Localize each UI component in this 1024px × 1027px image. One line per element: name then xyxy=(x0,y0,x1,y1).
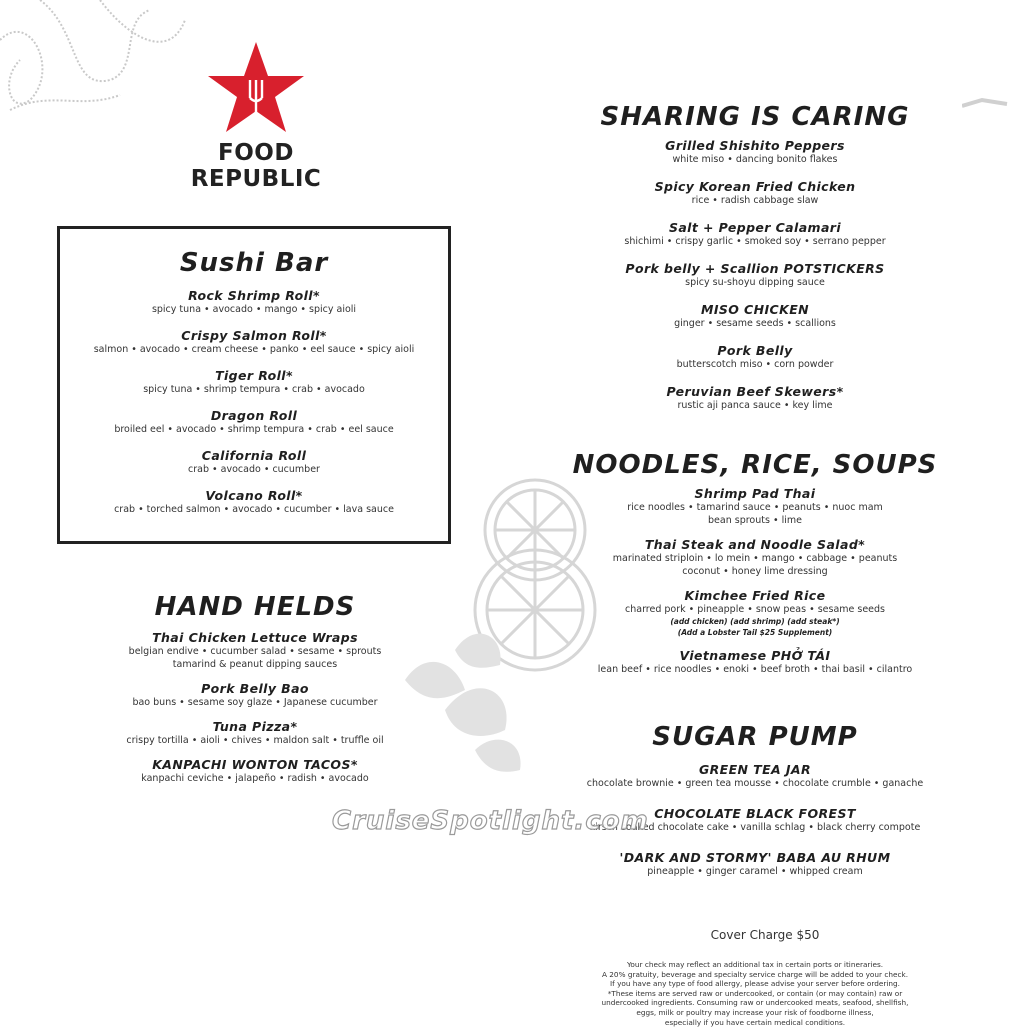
menu-item xyxy=(90,719,420,747)
item-desc-line2: bean sprouts • lime xyxy=(708,515,802,526)
item-desc: rice • radish cabbage slaw xyxy=(691,195,819,206)
item-name: Pork Belly Bao xyxy=(201,681,309,696)
item-desc-line2: coconut • honey lime dressing xyxy=(682,566,828,577)
item-name: Salt + Pepper Calamari xyxy=(668,220,842,235)
item-desc: white miso • dancing bonito flakes xyxy=(672,154,838,165)
fine-print-line: A 20% gratuity, beverage and specialty service charge will be added to your check. xyxy=(601,969,909,979)
sharing-title: SHARING IS CARING xyxy=(600,102,910,132)
item-desc: crab • avocado • cucumber xyxy=(188,464,320,475)
item-name: Grilled Shishito Peppers xyxy=(665,138,845,153)
item-name: Thai Chicken Lettuce Wraps xyxy=(152,630,358,645)
menu-item xyxy=(60,328,448,356)
menu-item xyxy=(560,588,950,638)
item-supplement: (Add a Lobster Tail $25 Supplement) xyxy=(677,628,833,637)
item-desc: kanpachi ceviche • jalapeño • radish • avocado xyxy=(141,773,369,784)
menu-item xyxy=(560,537,950,578)
item-desc-line2: tamarind & peanut dipping sauces xyxy=(172,659,338,670)
menu-item xyxy=(60,488,448,516)
menu-item xyxy=(90,681,420,709)
brand-name: FOOD REPUBLIC xyxy=(190,140,322,192)
item-desc: chocolate brownie • green tea mousse • chocolate crumble • ganache xyxy=(586,778,924,789)
item-desc: rice noodles • tamarind sauce • peanuts • nuoc mam xyxy=(627,502,883,513)
item-desc: crab • torched salmon • avocado • cucumber • lava sauce xyxy=(114,504,394,515)
item-desc: pineapple • ginger caramel • whipped cream xyxy=(647,866,863,877)
menu-item xyxy=(560,648,950,676)
item-name: Pork Belly xyxy=(717,343,793,358)
logo xyxy=(150,40,362,192)
menu-item xyxy=(90,757,420,785)
star-fork-icon xyxy=(206,40,306,136)
noodles-title: NOODLES, RICE, SOUPS xyxy=(572,450,938,480)
watermark: CruiseSpotlight.com xyxy=(332,806,649,836)
item-desc: salmon • avocado • cream cheese • panko • eel sauce • spicy aioli xyxy=(93,344,415,355)
menu-item xyxy=(560,302,950,330)
item-desc: crispy tortilla • aioli • chives • maldon salt • truffle oil xyxy=(126,735,384,746)
item-desc: lean beef • rice noodles • enoki • beef broth • thai basil • cilantro xyxy=(597,664,913,675)
menu-item xyxy=(560,384,950,412)
item-name: CHOCOLATE BLACK FOREST xyxy=(654,806,856,821)
item-name: Shrimp Pad Thai xyxy=(694,486,816,501)
item-desc: butterscotch miso • corn powder xyxy=(676,359,834,370)
fine-print-line: undercooked ingredients. Consuming raw or undercooked meats, seafood, shellfish, xyxy=(601,998,909,1008)
item-addons: (add chicken) (add shrimp) (add steak*) xyxy=(670,617,840,626)
menu-item xyxy=(60,448,448,476)
item-name: Kimchee Fried Rice xyxy=(684,588,826,603)
item-desc: spicy su-shoyu dipping sauce xyxy=(685,277,825,288)
sushi-bar-section xyxy=(60,248,448,526)
item-desc: broiled eel • avocado • shrimp tempura • crab • eel sauce xyxy=(114,424,394,435)
item-desc: bao buns • sesame soy glaze • Japanese cucumber xyxy=(132,697,378,708)
menu-item xyxy=(560,138,950,166)
menu-item xyxy=(560,220,950,248)
menu-item xyxy=(560,486,950,527)
item-name: Tiger Roll* xyxy=(215,368,293,383)
menu-item xyxy=(60,288,448,316)
item-desc: charred pork • pineapple • snow peas • sesame seeds xyxy=(625,604,885,615)
item-name: Tuna Pizza* xyxy=(212,719,298,734)
item-name: Crispy Salmon Roll* xyxy=(181,328,327,343)
sugar-pump-section xyxy=(560,722,950,888)
item-name: KANPACHI WONTON TACOS* xyxy=(152,757,358,772)
item-desc: spicy tuna • avocado • mango • spicy aioli xyxy=(151,304,357,315)
sushi-bar-title: Sushi Bar xyxy=(179,248,329,278)
fine-print-line: eggs, milk or poultry may increase your risk of foodborne illness, xyxy=(636,1007,874,1017)
hand-helds-title: HAND HELDS xyxy=(154,592,356,622)
item-desc: kirsch soaked chocolate cake • vanilla schlag • black cherry compote xyxy=(589,822,921,833)
hand-helds-section xyxy=(90,592,420,795)
menu-item xyxy=(560,762,950,790)
menu-item xyxy=(560,261,950,289)
item-name: Spicy Korean Fried Chicken xyxy=(654,179,856,194)
fine-print xyxy=(580,960,930,1027)
item-desc: ginger • sesame seeds • scallions xyxy=(674,318,836,329)
fine-print-line: especially if you have certain medical conditions. xyxy=(664,1017,846,1027)
menu-item xyxy=(560,179,950,207)
fine-print-line: *These items are served raw or undercooked, or contain (or may contain) raw or xyxy=(607,988,903,998)
item-desc: belgian endive • cucumber salad • sesame • sprouts xyxy=(128,646,382,657)
item-name: Vietnamese PHỞ TÁI xyxy=(679,648,831,663)
fine-print-line: If you have any type of food allergy, please advise your server before ordering. xyxy=(610,979,900,989)
noodles-section xyxy=(560,450,950,686)
corner-decoration xyxy=(962,96,1012,110)
item-name: Dragon Roll xyxy=(210,408,298,423)
item-desc: spicy tuna • shrimp tempura • crab • avocado xyxy=(143,384,365,395)
menu-item xyxy=(560,343,950,371)
item-name: GREEN TEA JAR xyxy=(698,762,812,777)
item-desc: rustic aji panca sauce • key lime xyxy=(677,400,833,411)
item-desc: marinated striploin • lo mein • mango • cabbage • peanuts xyxy=(612,553,898,564)
item-name: MISO CHICKEN xyxy=(700,302,810,317)
fine-print-line: Your check may reflect an additional tax in certain ports or itineraries. xyxy=(626,960,884,969)
menu-item xyxy=(90,630,420,671)
menu-item xyxy=(60,368,448,396)
sugar-pump-title: SUGAR PUMP xyxy=(652,722,858,752)
item-name: 'DARK AND STORMY' BABA AU RHUM xyxy=(619,850,891,865)
cover-charge: Cover Charge $50 xyxy=(710,928,820,942)
item-name: Thai Steak and Noodle Salad* xyxy=(644,537,866,552)
item-name: California Roll xyxy=(201,448,307,463)
menu-item xyxy=(60,408,448,436)
item-name: Volcano Roll* xyxy=(205,488,303,503)
sharing-section xyxy=(560,102,950,422)
item-name: Rock Shrimp Roll* xyxy=(188,288,320,303)
menu-item xyxy=(560,850,950,878)
item-name: Peruvian Beef Skewers* xyxy=(666,384,844,399)
item-name: Pork belly + Scallion POTSTICKERS xyxy=(625,261,885,276)
item-desc: shichimi • crispy garlic • smoked soy • serrano pepper xyxy=(624,236,886,247)
